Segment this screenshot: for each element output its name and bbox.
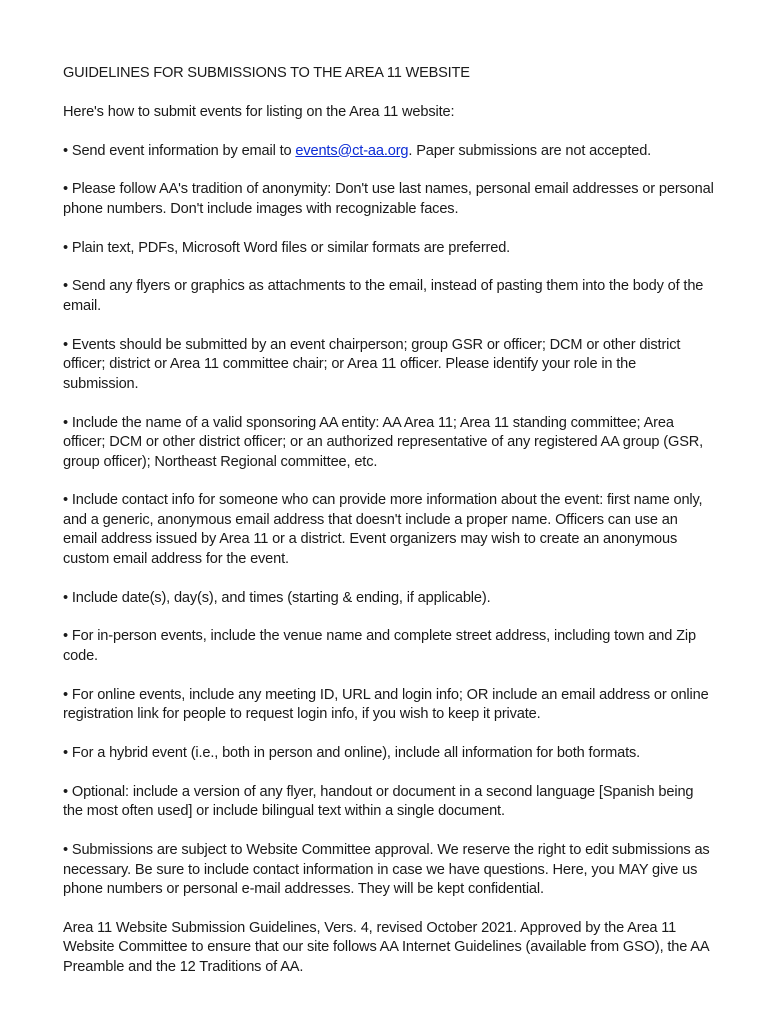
guideline-anonymity: • Please follow AA's tradition of anonymity: Don't use last names, personal email addresses or personal phone numbers. Don't include images with recognizable faces. <box>63 181 714 217</box>
email-item-prefix: • Send event information by email to <box>63 142 296 159</box>
document-footer: Area 11 Website Submission Guidelines, Vers. 4, revised October 2021. Approved by the Area 11 Website Committee to ensure that our site follows AA Internet Guidelines (available from GSO), the AA Preamble and the 12 Traditions of AA. <box>63 919 709 975</box>
guideline-dates-times: • Include date(s), day(s), and times (starting & ending, if applicable). <box>63 589 491 606</box>
email-item-suffix: . Paper submissions are not accepted. <box>408 142 652 159</box>
guideline-sponsoring-entity: • Include the name of a valid sponsoring AA entity: AA Area 11; Area 11 standing committee; Area officer; DCM or other district officer; or an authorized representative of any registered AA group (GSR, group officer); Northeast Regional committee, etc. <box>63 414 704 470</box>
guideline-in-person: • For in-person events, include the venue name and complete street address, including town and Zip code. <box>63 628 696 664</box>
guideline-email <box>63 142 715 162</box>
guideline-contact-info: • Include contact info for someone who can provide more information about the event: first name only, and a generic, anonymous email address that doesn't include a proper name. Officers can use an email address issued by Area 11 or a district. Event organizers may wish to create an anonymous custom email address for the event. <box>63 492 703 567</box>
guideline-approval: • Submissions are subject to Website Committee approval. We reserve the right to edit submissions as necessary. Be sure to include contact information in case we have questions. Here, you MAY give us phone numbers or personal e-mail addresses. They will be kept confidential. <box>63 842 710 898</box>
guideline-online: • For online events, include any meeting ID, URL and login info; OR include an email address or online registration link for people to request login info, if you wish to keep it private. <box>63 686 709 723</box>
guideline-hybrid: • For a hybrid event (i.e., both in person and online), include all information for both formats. <box>63 745 641 762</box>
document-page <box>63 64 715 997</box>
guideline-formats: • Plain text, PDFs, Microsoft Word files or similar formats are preferred. <box>63 239 511 256</box>
guideline-second-language: • Optional: include a version of any flyer, handout or document in a second language [Spanish being the most often used] or include bilingual text within a single document. <box>63 783 694 820</box>
email-link[interactable]: events@ct-aa.org <box>295 142 409 159</box>
intro-text: Here's how to submit events for listing on the Area 11 website: <box>63 103 455 120</box>
guideline-attachments: • Send any flyers or graphics as attachments to the email, instead of pasting them into the body of the email. <box>63 278 704 314</box>
guideline-submitter-role: • Events should be submitted by an event chairperson; group GSR or officer; DCM or other district officer; district or Area 11 committee chair; or Area 11 officer. Please identify your role in the submission. <box>63 336 681 392</box>
document-title: GUIDELINES FOR SUBMISSIONS TO THE AREA 11 WEBSITE <box>63 65 470 81</box>
